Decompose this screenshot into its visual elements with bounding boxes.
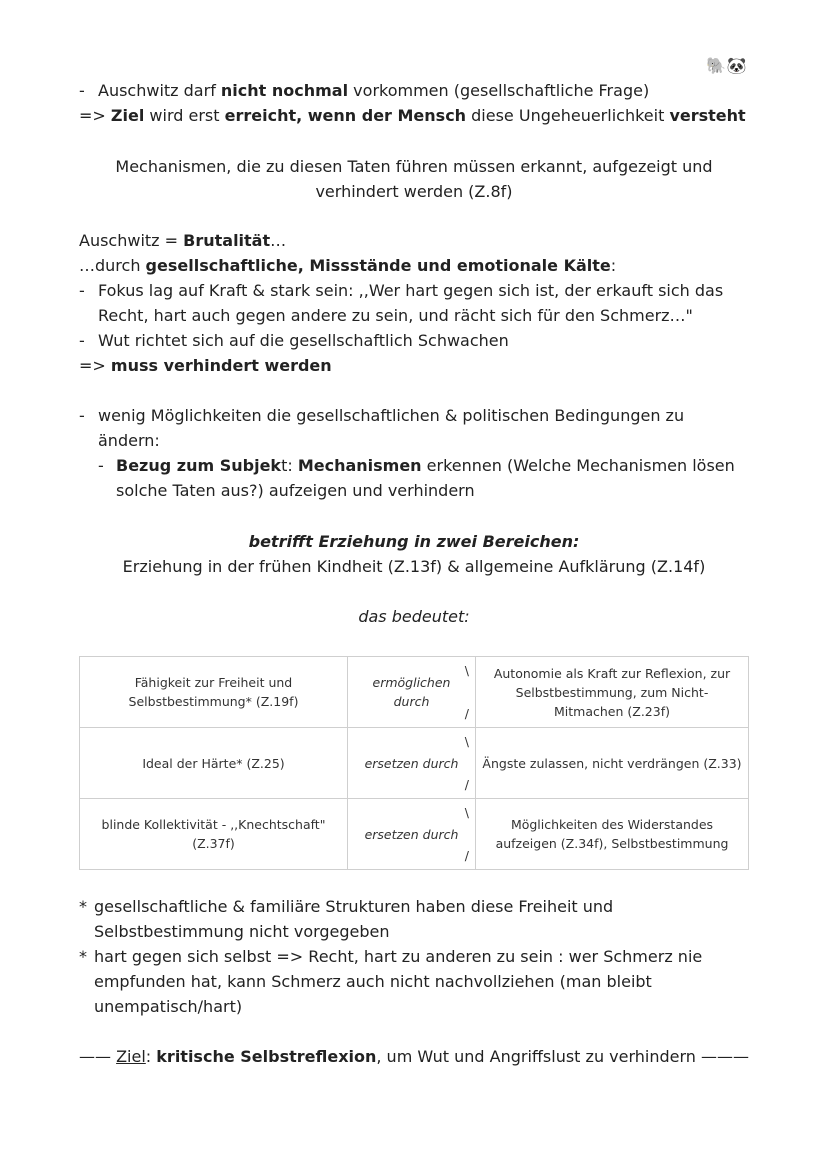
- table-cell-right: Autonomie als Kraft zur Reflexion, zur Selbstbestimmung, zum Nicht- Mitmachen (Z.23f): [476, 657, 749, 728]
- footnote-1-line-2: Selbstbestimmung nicht vorgegeben: [94, 922, 390, 941]
- table-cell-middle: \ ermöglichen durch /: [348, 657, 476, 728]
- sub-bullet-dash: -: [98, 456, 104, 475]
- subject-reference-line: Bezug zum Subjekt: Mechanismen erkennen (Welche Mechanismen lösen: [116, 456, 735, 475]
- animal-emoji: 🐘🐼: [706, 56, 748, 75]
- table-cell-left: Fähigkeit zur Freiheit und Selbstbestimmung* (Z.19f): [80, 657, 348, 728]
- table-row: [80, 799, 749, 870]
- footnote-star: *: [79, 947, 87, 966]
- meaning-label: das bedeutet:: [358, 607, 470, 626]
- focus-line-1: Fokus lag auf Kraft & stark sein: ,,Wer hart gegen sich ist, der erkauft sich das: [98, 281, 724, 300]
- comparison-table: [79, 656, 749, 870]
- table-row: [80, 657, 749, 728]
- causes-line: …durch gesellschaftliche, Missstände und emotionale Kälte:: [79, 256, 617, 275]
- anger-line: Wut richtet sich auf die gesellschaftlich Schwachen: [98, 331, 509, 350]
- table-row: [80, 728, 749, 799]
- footnote-1-line-1: gesellschaftliche & familiäre Strukturen haben diese Freiheit und: [94, 897, 614, 916]
- prevent-line: => muss verhindert werden: [79, 356, 332, 375]
- goal-line: —— Ziel: kritische Selbstreflexion, um Wut und Angriffslust zu verhindern ———: [79, 1047, 750, 1066]
- table-cell-middle: \ ersetzen durch /: [348, 728, 476, 799]
- brutality-heading: Auschwitz = Brutalität…: [79, 231, 287, 250]
- possibilities-line-1: wenig Möglichkeiten die gesellschaftlichen & politischen Bedingungen zu: [98, 406, 685, 425]
- footnote-2-line-2: empfunden hat, kann Schmerz auch nicht nachvollziehen (man bleibt: [94, 972, 652, 991]
- education-areas-line: Erziehung in der frühen Kindheit (Z.13f) & allgemeine Aufklärung (Z.14f): [122, 557, 706, 576]
- bullet-dash: -: [79, 406, 85, 425]
- table-cell-left: blinde Kollektivität - ,,Knechtschaft" (Z.37f): [80, 799, 348, 870]
- education-title: betrifft Erziehung in zwei Bereichen:: [248, 532, 580, 551]
- goal-understand-line: => Ziel wird erst erreicht, wenn der Mensch diese Ungeheuerlichkeit versteht: [79, 106, 746, 125]
- mechanisms-line-1: Mechanismen, die zu diesen Taten führen müssen erkannt, aufgezeigt und: [115, 157, 713, 176]
- footnote-2-line-1: hart gegen sich selbst => Recht, hart zu anderen zu sein : wer Schmerz nie: [94, 947, 703, 966]
- table-cell-right: Ängste zulassen, nicht verdrängen (Z.33): [476, 728, 749, 799]
- bullet-dash: -: [79, 281, 85, 300]
- table-cell-middle: \ ersetzen durch /: [348, 799, 476, 870]
- auschwitz-line: Auschwitz darf nicht nochmal vorkommen (gesellschaftliche Frage): [98, 81, 650, 100]
- subject-reference-line-2: solche Taten aus?) aufzeigen und verhindern: [116, 481, 475, 500]
- footnote-2-line-3: unempatisch/hart): [94, 997, 243, 1016]
- bullet-dash: -: [79, 81, 85, 100]
- bullet-dash: -: [79, 331, 85, 350]
- footnote-star: *: [79, 897, 87, 916]
- table-cell-left: Ideal der Härte* (Z.25): [80, 728, 348, 799]
- possibilities-line-2: ändern:: [98, 431, 160, 450]
- mechanisms-line-2: verhindert werden (Z.8f): [315, 182, 513, 201]
- table-cell-right: Möglichkeiten des Widerstandes aufzeigen (Z.34f), Selbstbestimmung: [476, 799, 749, 870]
- focus-line-2: Recht, hart auch gegen andere zu sein, und rächt sich für den Schmerz…": [98, 306, 693, 325]
